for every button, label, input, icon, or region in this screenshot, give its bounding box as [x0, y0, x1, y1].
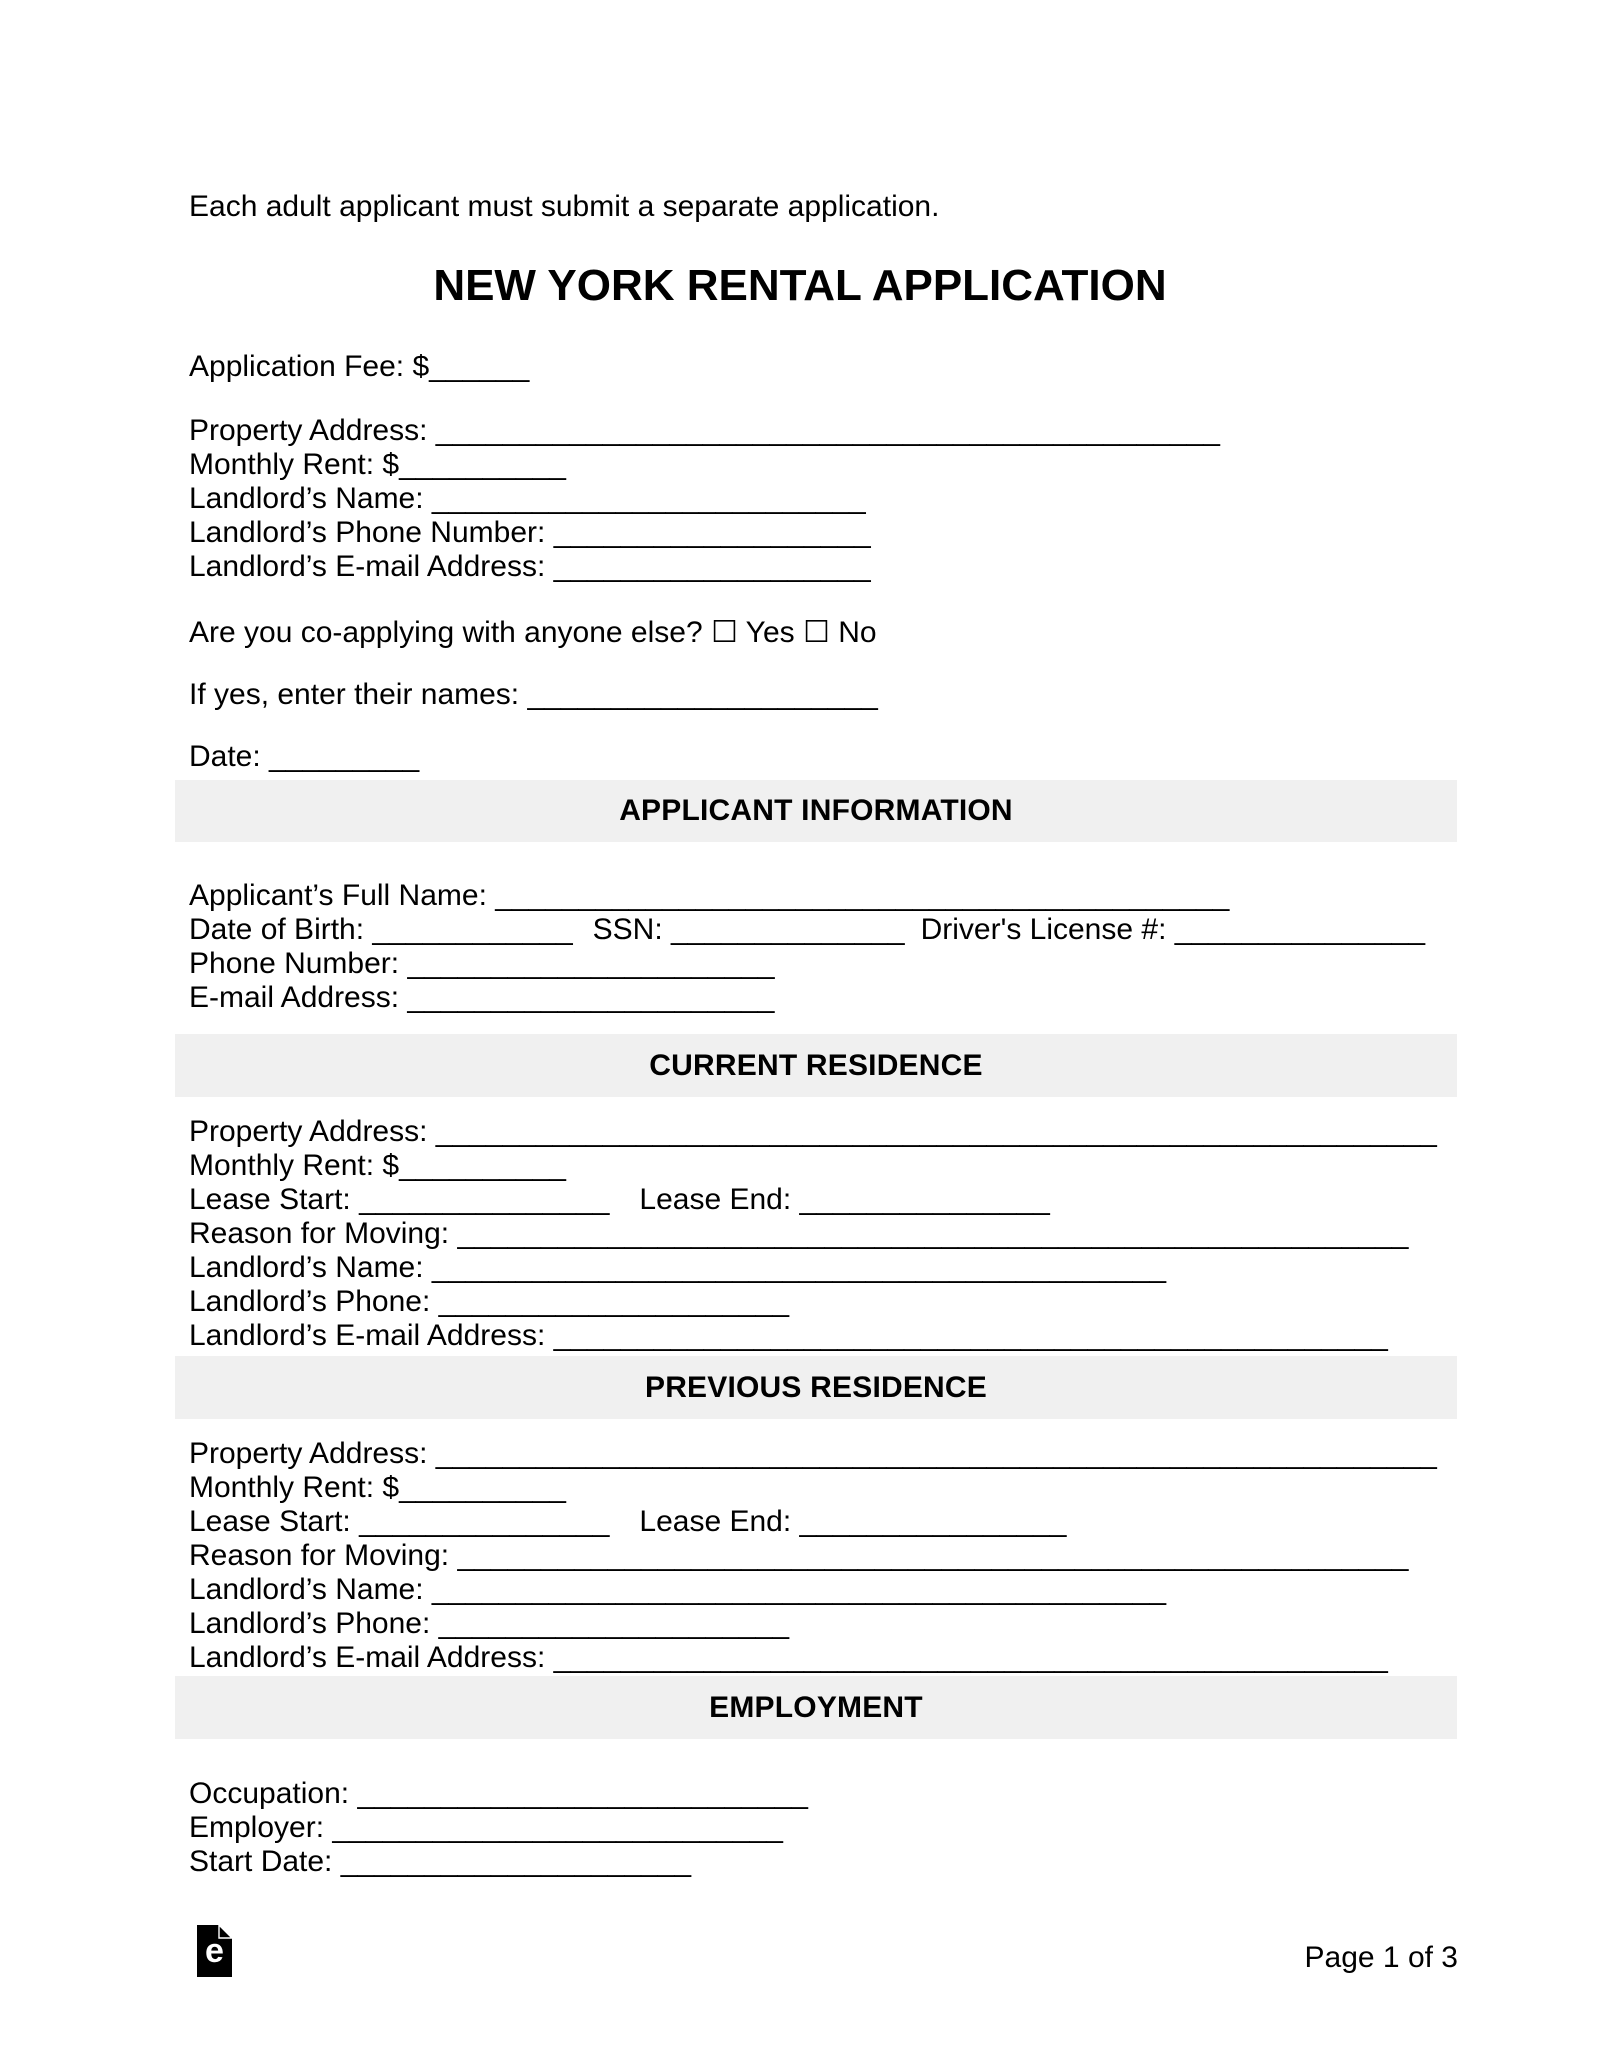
occupation-label: Occupation:: [189, 1777, 358, 1810]
previous-landlord-name-label: Landlord’s Name:: [189, 1573, 432, 1606]
current-landlord-email-blank[interactable]: __________________________________________________: [553, 1319, 1388, 1352]
monthly-rent-blank[interactable]: __________: [399, 448, 566, 481]
line-previous-property-address: [189, 1437, 1437, 1471]
section-header-previous-residence: [175, 1356, 1457, 1419]
current-landlord-email-label: Landlord’s E-mail Address:: [189, 1319, 554, 1352]
block-employment: [189, 1777, 808, 1879]
section-header-employment: [175, 1676, 1457, 1739]
occupation-blank[interactable]: ___________________________: [357, 1777, 808, 1810]
previous-reason-for-moving-label: Reason for Moving:: [189, 1539, 458, 1572]
landlord-email-blank[interactable]: ___________________: [553, 550, 871, 583]
applicant-phone-number-label: Phone Number:: [189, 947, 408, 980]
line-application-fee: [189, 350, 529, 384]
property-address-blank[interactable]: _______________________________________________: [435, 414, 1220, 447]
applicant-full-name-label: Applicant’s Full Name:: [189, 879, 496, 912]
employer-blank[interactable]: ___________________________: [332, 1811, 783, 1844]
co-applicant-names-label: If yes, enter their names:: [189, 678, 528, 711]
co-applying-no-checkbox[interactable]: ☐: [802, 615, 830, 650]
line-previous-lease-dates: [189, 1505, 1437, 1539]
current-landlord-phone-blank[interactable]: _____________________: [438, 1285, 790, 1318]
applicant-full-name-blank[interactable]: ____________________________________________: [495, 879, 1230, 912]
block-application-date: [189, 740, 419, 774]
line-landlord-name: [189, 482, 1220, 516]
page-number: Page 1 of 3: [1304, 1941, 1458, 1974]
line-applicant-email: [189, 981, 1425, 1015]
block-current-residence: [189, 1115, 1437, 1353]
line-co-applying-question: [189, 616, 877, 650]
application-fee-blank[interactable]: ______: [429, 350, 530, 383]
line-current-property-address: [189, 1115, 1437, 1149]
line-application-date: [189, 740, 419, 774]
current-landlord-name-blank[interactable]: ____________________________________________: [431, 1251, 1167, 1284]
previous-landlord-email-blank[interactable]: __________________________________________________: [553, 1641, 1388, 1674]
line-current-landlord-name: [189, 1251, 1437, 1285]
current-landlord-name-label: Landlord’s Name:: [189, 1251, 432, 1284]
previous-monthly-rent-blank[interactable]: __________: [399, 1471, 566, 1504]
previous-lease-end-blank[interactable]: ________________: [799, 1505, 1067, 1538]
previous-landlord-phone-label: Landlord’s Phone:: [189, 1607, 439, 1640]
line-current-landlord-email: [189, 1319, 1437, 1353]
applicant-phone-number-blank[interactable]: ______________________: [407, 947, 775, 980]
section-header-label: APPLICANT INFORMATION: [619, 794, 1013, 827]
line-applicant-phone-number: [189, 947, 1425, 981]
landlord-phone-number-blank[interactable]: ___________________: [553, 516, 871, 549]
line-previous-reason-for-moving: [189, 1539, 1437, 1573]
line-co-applicant-names: [189, 678, 878, 712]
co-applying-yes-checkbox[interactable]: ☐: [710, 615, 738, 650]
current-reason-for-moving-label: Reason for Moving:: [189, 1217, 458, 1250]
previous-lease-start-label: Lease Start:: [189, 1505, 360, 1538]
applicant-email-blank[interactable]: ______________________: [407, 981, 775, 1014]
landlord-phone-number-label: Landlord’s Phone Number:: [189, 516, 554, 549]
monthly-rent-label: Monthly Rent: $: [189, 448, 400, 481]
current-lease-end-blank[interactable]: _______________: [799, 1183, 1050, 1216]
current-reason-for-moving-blank[interactable]: _________________________________________________________: [457, 1217, 1409, 1250]
line-current-lease-dates: [189, 1183, 1437, 1217]
block-co-applicant-names: [189, 678, 878, 712]
landlord-name-label: Landlord’s Name:: [189, 482, 432, 515]
line-current-reason-for-moving: [189, 1217, 1437, 1251]
tab-gap: [609, 1208, 639, 1209]
current-monthly-rent-blank[interactable]: __________: [399, 1149, 566, 1182]
property-address-label: Property Address:: [189, 414, 436, 447]
previous-landlord-phone-blank[interactable]: _____________________: [438, 1607, 790, 1640]
applicant-email-label: E-mail Address:: [189, 981, 408, 1014]
application-date-blank[interactable]: _________: [269, 740, 420, 773]
current-lease-start-label: Lease Start:: [189, 1183, 360, 1216]
block-previous-residence: [189, 1437, 1437, 1675]
drivers-license-label: Driver's License #:: [920, 913, 1175, 946]
block-application-fee: [189, 350, 529, 384]
employment-start-date-blank[interactable]: _____________________: [340, 1845, 692, 1878]
application-fee-label: Application Fee: $: [189, 350, 430, 383]
previous-landlord-email-label: Landlord’s E-mail Address:: [189, 1641, 554, 1674]
section-header-label: PREVIOUS RESIDENCE: [644, 1370, 987, 1404]
instruction-note: Each adult applicant must submit a separate application.: [189, 190, 940, 223]
current-landlord-phone-label: Landlord’s Phone:: [189, 1285, 439, 1318]
co-applying-no-label: No: [829, 616, 877, 649]
current-lease-start-blank[interactable]: _______________: [359, 1183, 610, 1216]
co-applying-question-label: Are you co-applying with anyone else?: [189, 616, 711, 649]
line-landlord-phone-number: [189, 516, 1220, 550]
previous-lease-start-blank[interactable]: _______________: [359, 1505, 610, 1538]
section-header-current-residence: [175, 1034, 1457, 1097]
eforms-logo-icon: [197, 1925, 232, 1977]
section-header-applicant-information: [175, 780, 1457, 842]
line-employment-start-date: [189, 1845, 808, 1879]
section-header-label: CURRENT RESIDENCE: [649, 1048, 983, 1082]
previous-lease-end-label: Lease End:: [639, 1505, 800, 1538]
current-property-address-label: Property Address:: [189, 1115, 436, 1148]
landlord-email-label: Landlord’s E-mail Address:: [189, 550, 554, 583]
tab-gap: [573, 938, 593, 939]
landlord-name-blank[interactable]: __________________________: [431, 482, 866, 515]
previous-landlord-name-blank[interactable]: ____________________________________________: [431, 1573, 1167, 1606]
tab-gap: [905, 938, 921, 939]
employer-label: Employer:: [189, 1811, 333, 1844]
employment-start-date-label: Start Date:: [189, 1845, 341, 1878]
line-applicant-ids: [189, 913, 1425, 947]
tab-gap: [609, 1530, 639, 1531]
application-date-label: Date:: [189, 740, 270, 773]
page-title: NEW YORK RENTAL APPLICATION: [433, 261, 1167, 310]
logo-letter: e: [205, 1932, 224, 1970]
previous-reason-for-moving-blank[interactable]: _________________________________________________________: [457, 1539, 1409, 1572]
previous-monthly-rent-label: Monthly Rent: $: [189, 1471, 400, 1504]
line-previous-landlord-phone: [189, 1607, 1437, 1641]
previous-property-address-label: Property Address:: [189, 1437, 436, 1470]
line-current-landlord-phone: [189, 1285, 1437, 1319]
line-previous-landlord-name: [189, 1573, 1437, 1607]
line-previous-landlord-email: [189, 1641, 1437, 1675]
line-landlord-email: [189, 550, 1220, 584]
current-monthly-rent-label: Monthly Rent: $: [189, 1149, 400, 1182]
ssn-blank[interactable]: ______________: [671, 913, 905, 946]
previous-property-address-blank[interactable]: ____________________________________________________________: [435, 1437, 1437, 1470]
ssn-label: SSN:: [592, 913, 671, 946]
block-co-applying: [189, 616, 877, 650]
block-applicant-info: [189, 879, 1425, 1015]
line-applicant-full-name: [189, 879, 1425, 913]
line-property-address: [189, 414, 1220, 448]
date-of-birth-blank[interactable]: ____________: [372, 913, 573, 946]
line-employer: [189, 1811, 808, 1845]
section-header-label: EMPLOYMENT: [709, 1690, 923, 1724]
drivers-license-blank[interactable]: _______________: [1174, 913, 1426, 946]
block-rental-property: [189, 414, 1220, 584]
co-applicant-names-blank[interactable]: _____________________: [527, 678, 878, 711]
line-previous-monthly-rent: [189, 1471, 1437, 1505]
line-current-monthly-rent: [189, 1149, 1437, 1183]
current-property-address-blank[interactable]: ____________________________________________________________: [435, 1115, 1437, 1148]
line-monthly-rent: [189, 448, 1220, 482]
co-applying-yes-label: Yes: [737, 616, 803, 649]
line-occupation: [189, 1777, 808, 1811]
date-of-birth-label: Date of Birth:: [189, 913, 373, 946]
current-lease-end-label: Lease End:: [639, 1183, 800, 1216]
